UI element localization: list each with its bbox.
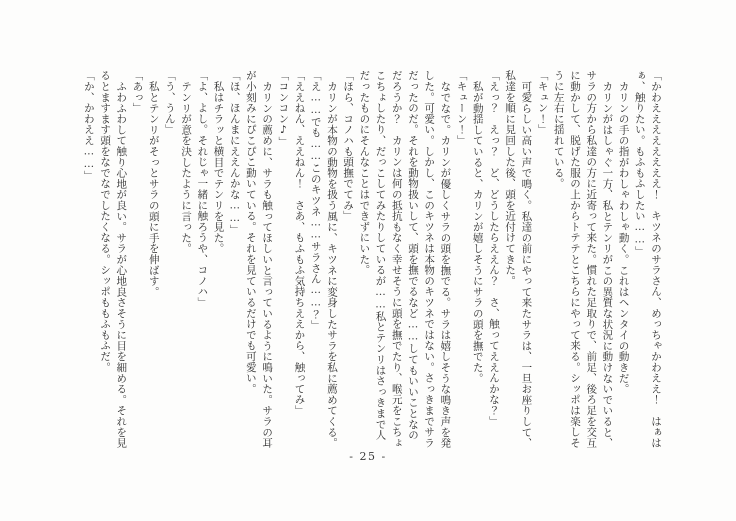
paragraph: カリンの薦めに、サラも触ってほしいと言っているように鳴いた。サラの耳が小刻みにぴこぴこ動いている。それを見ているだけでも可愛い。 <box>244 70 274 448</box>
paragraph: カリンがはしゃぐ一方、私とテンリがこの異質な状況に動けないでいると、サラの方から私達の方に近寄って来た。慣れた足取りで、前足、後ろ足を交互に動かして、脱げた服の上からトテテとこちらにやって来る。シッポは楽しそうに左右に揺れている。 <box>552 70 614 448</box>
paragraph: 「う、うん」 <box>163 70 176 135</box>
paragraph: 「よ、よし。それじゃ一緒に触ろうや、コノハ」 <box>196 70 209 308</box>
paragraph: 「かわええええええええ！ キツネのサラさん、めっちゃかわええ！ はぁはぁ、触りたい。もふもふしたい……」 <box>633 70 662 448</box>
paragraph: 「ほ、ほんまにええんかな……」 <box>228 70 241 235</box>
paragraph: 「か、かわええ……」 <box>82 70 95 181</box>
paragraph: 私が動揺していると、カリンが嬉しそうにサラの頭を撫でた。 <box>471 80 484 383</box>
paragraph: 「あっ」 <box>131 70 144 114</box>
paragraph: カリンが本物の動物を扱う風に、キツネに変身したサラを私に薦めてくる。 <box>325 80 338 448</box>
page-number: - 25 - <box>349 450 387 463</box>
paragraph: 可愛らしい高い声で鳴く。私達の前にやって来たサラは、一旦お座りして、私達を順に見回した後、頭を近付けてきた。 <box>504 70 533 448</box>
paragraph: テンリが意を決したように言った。 <box>180 80 193 254</box>
paragraph: 「ええねん、ええねん！ さあ、もふもふ気持ちええから、触ってみ」 <box>293 70 306 416</box>
paragraph: ふわふわして触り心地が良い。サラが心地良さそうに目を細める。それを見るとますます頭をなでなでしたくなる。シッポももふもふだ。 <box>99 70 128 448</box>
paragraph: カリンの手の指がわしゃわしゃ動く。これはヘンタイの動きだ。 <box>617 80 630 394</box>
paragraph: 「キュン！」 <box>536 70 549 135</box>
paragraph: 「ほら、コノハも頭撫でてみ」 <box>342 70 355 222</box>
page-text <box>81 70 664 448</box>
paragraph: 「キューン！」 <box>455 70 468 146</box>
paragraph: 「コンコン♪」 <box>277 70 290 148</box>
paragraph: 「え……でも……このキツネ……サラさん……？」 <box>309 70 322 331</box>
paragraph: 私とテンリがそっとサラの頭に手を伸ばす。 <box>147 80 160 297</box>
paragraph: なでなで。カリンが優しくサラの頭を撫でる。サラは嬉しそうな鳴き声を発した。可愛い。しかし、このキツネは本物のキツネではない。さっきまでサラだったのだ。それを動物扱いして、頭を撫でるなど……してもいいことなのだろうか？ カリンは何の抵抗もなく幸せそうに頭を撫でたり、喉元をこちょこちょしたり、だっこしてみたりしているが……私とテンリはさっきまで人だったものにそんなことはできずにいた。 <box>358 70 452 448</box>
paragraph: 私はチラッと横目でテンリを見た。 <box>212 80 225 254</box>
paragraph: 「えっ？ えっ？ ど、どうしたらええん？ さ、触ってええんかな？」 <box>487 70 500 427</box>
